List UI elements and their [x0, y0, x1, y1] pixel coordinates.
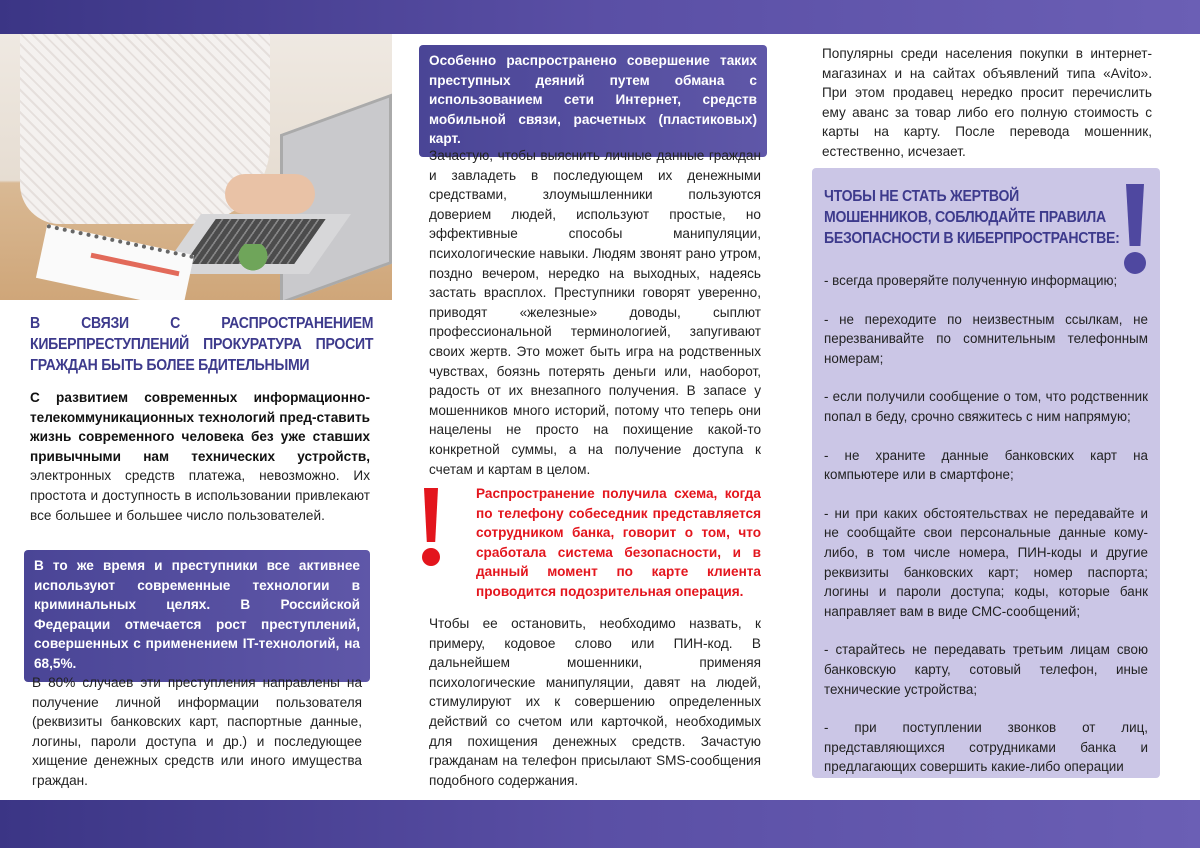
red-exclamation-icon: [422, 488, 440, 566]
right-paragraph: Популярны среди населения покупки в интернет-магазинах и на сайтах объявлений типа «Avito». При этом продавец нередко просит перечислить ему аванс за товар либо его полную стоимость с карты на карту. После перевода мошенник, естественно, исчезает.: [822, 46, 1152, 159]
purple-exclamation-icon: [1124, 184, 1146, 274]
main-heading: В СВЯЗИ С РАСПРОСТРАНЕНИЕМ КИБЕРПРЕСТУПЛЕНИЙ ПРОКУРАТУРА ПРОСИТ ГРАЖДАН БЫТЬ БОЛЕЕ БДИТЕЛЬНЫМИ: [30, 315, 374, 374]
intro-paragraph: [30, 388, 370, 525]
rule-item: - всегда проверяйте полученную информацию;: [824, 273, 1118, 288]
middle-paragraph-2: Чтобы ее остановить, необходимо назвать, к примеру, кодовое слово или ПИН-код. В дальнейшем мошенники, применяя психологические манипуляции, давят на людей, стимулируют их к совершению определенных действий со счетом или карточкой, необходимых для похищения денежных средств. Зачастую гражданам на телефон присылают SMS-сообщения подобного содержания.: [429, 616, 761, 788]
middle-paragraph-1: Зачастую, чтобы выяснить личные данные граждан и завладеть в последующем их денежными средствами, злоумышленники пользуются доверием людей, используют простые, но эффективные способы манипуляции, психологические навыки. Людям звонят рано утром, поздно вечером, нередко на выходных, надеясь застать врасплох. Преступники говорят уверенно, приводят «железные» доводы, сыплют профессиональной терминологией, запугивают своих жертв. Это может быть игра на родственных чувствах, боязнь потерять деньги или, наоборот, радость от их внезапного получения. В запасе у мошенников много историй, потому что теперь они нацелены не просто на похищение какой-то конкретной суммы, а на получение доступа к счетам и картам в целом.: [429, 148, 761, 477]
intro-bold: С развитием современных информационно-телекоммуникационных технологий пред-ставить жизнь современного человека без уже ставших привычными нам технических устройств,: [30, 390, 370, 464]
rule-item: - ни при каких обстоятельствах не передавайте и не сообщайте свои персональные данные кому-либо, в том числе номера, ПИН-коды и другие реквизиты банковских карт; номер паспорта; логины и пароли доступа; коды, которые банк направляет вам в виде СМС-сообщений;: [824, 505, 1148, 619]
bottom-band: [0, 800, 1200, 848]
rule-item: - при поступлении звонков от лиц, представляющихся сотрудниками банка и предлагающих совершить какие-либо операции: [824, 720, 1148, 775]
left-column: [30, 313, 374, 525]
rule-item: - не переходите по неизвестным ссылкам, не перезванивайте по сомнительным телефонным номерам;: [824, 311, 1148, 366]
photo-woman-laptop: [0, 34, 392, 300]
rule-item: - если получили сообщение о том, что родственник попал в беду, срочно свяжитесь с ним напрямую;: [824, 389, 1148, 424]
top-band: [0, 0, 1200, 34]
safety-rules-box: [812, 168, 1160, 778]
rule-item: - старайтесь не передавать третьим лицам свою банковскую карту, сотовый телефон, иные технические устройства;: [824, 642, 1148, 697]
bank-scheme-warning: Распространение получила схема, когда по телефону собеседник представляется сотрудником банка, говорит о том, что сработала система безопасности, и в данный момент по карте клиента проводится подозрительная операция.: [476, 486, 761, 599]
rule-item: - не храните данные банковских карт на компьютере или в смартфоне;: [824, 447, 1148, 483]
left-paragraph: В 80% случаев эти преступления направлены на получение личной информации пользователя (реквизиты банковских карт, паспортные данные, логины, пароли доступа и др.) и последующее хищение денежных средств или иного имущества граждан.: [32, 675, 362, 788]
fraud-methods-box: Особенно распространено совершение таких преступных деяний путем обмана с использованием сети Интернет, средств мобильной связи, расчетных (пластиковых) карт.: [419, 45, 767, 157]
rules-heading: ЧТОБЫ НЕ СТАТЬ ЖЕРТВОЙ МОШЕННИКОВ, СОБЛЮДАЙТЕ ПРАВИЛА БЕЗОПАСНОСТИ В КИБЕРПРОСТРАНСТВЕ:: [824, 188, 1120, 247]
rules-list: [824, 271, 1148, 777]
stats-highlight-box: В то же время и преступники все активнее используют современные технологии в криминальных целях. В Российской Федерации отмечается рост преступлений, совершенных с применением IT-технологий, на 68,5%.: [24, 550, 370, 682]
intro-rest: электронных средств платежа, невозможно. Их простота и доступность в использовании привлекают все большее и большее число пользователей.: [30, 468, 370, 523]
